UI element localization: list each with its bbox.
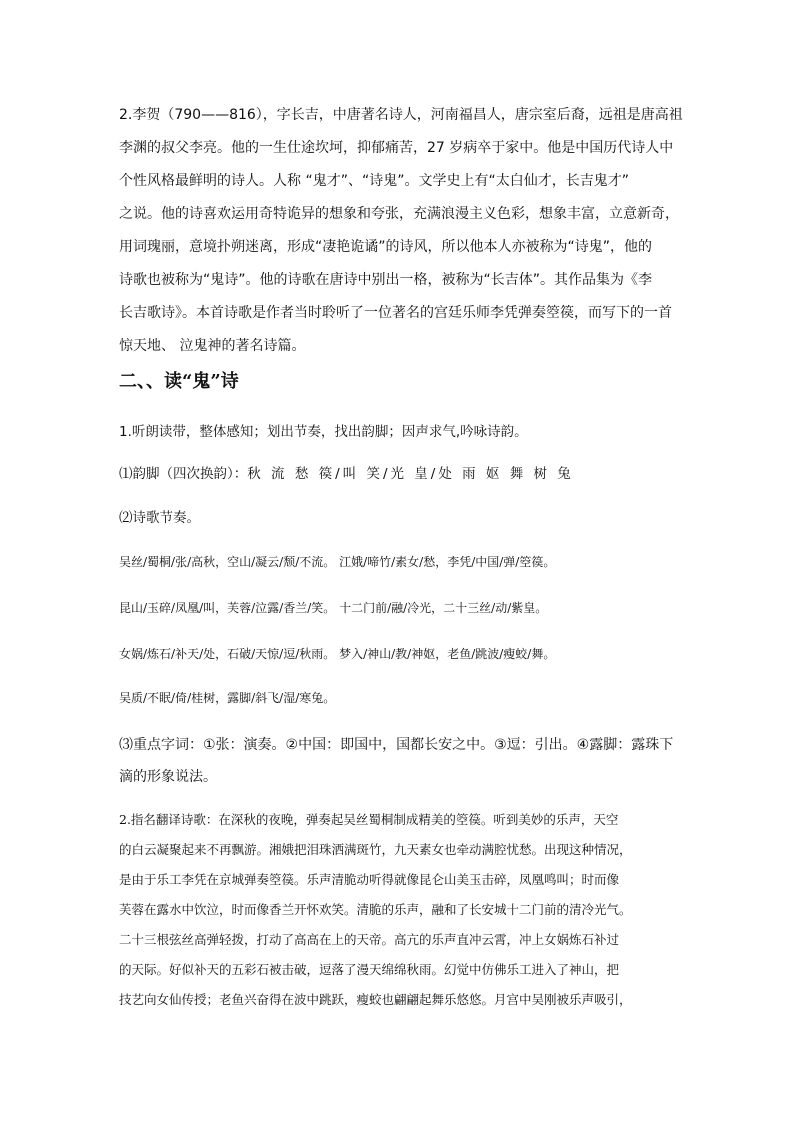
rhyme-words: 秋 流 愁 篌/叫 笑/光 皇/处 雨 妪 舞 树 兔 [247,466,574,482]
section-heading: 二、、读“鬼”诗 [119,371,239,392]
rhythm-line: 昆山/玉碎/凤凰/叫，芙蓉/泣露/香兰/笑。 十二门前/融/冷光，二十三丝/动/紫皇。 [119,601,548,615]
intro-line: 用词瑰丽，意境扑朔迷离，形成“凄艳诡谲”的诗风，所以他本人亦被称为“诗鬼”，他的 [119,239,653,255]
translation-line: 二十三根弦丝高弹轻拨，打动了高高在上的天帝。高亢的乐声直冲云霄，冲上女娲炼石补过 [119,932,620,947]
rhythm-line: 吴丝/蜀桐/张/高秋，空山/凝云/颓/不流。 江娥/啼竹/素女/愁，李凭/中国/弹/箜篌。 [119,555,556,569]
intro-line: 长吉歌诗》。本首诗歌是作者当时聆听了一位著名的宫廷乐师李凭弹奏箜篌，而写下的一首 [119,305,672,321]
translation-line: 芙蓉在露水中饮泣，时而像香兰开怀欢笑。清脆的乐声，融和了长安城十二门前的清冷光气。 [119,902,632,917]
translation-paragraph [119,805,681,1015]
rhythm-heading: ⑵诗歌节奏。 [119,510,200,526]
reading-step-1: 1.听朗读带，整体感知；划出节奏，找出韵脚；因声求气,吟咏诗韵。 [119,424,528,440]
translation-line: 的白云凝聚起来不再飘游。湘娥把泪珠洒满斑竹，九天素女也牵动满腔忧愁。出现这种情况， [119,842,632,857]
translation-line: 2.指名翻译诗歌：在深秋的夜晚，弹奏起吴丝蜀桐制成精美的箜篌。听到美妙的乐声，天空 [119,812,619,827]
intro-line: 个性风格最鲜明的诗人。人称 “鬼才”、“诗鬼”。文学史上有“太白仙才，长吉鬼才” [119,173,629,189]
intro-line: 李渊的叔父李亮。他的一生仕途坎坷，抑郁痛苦，27 岁病卒于家中。他是中国历代诗人中 [119,140,674,156]
rhyme-line [119,463,574,485]
rhyme-label: ⑴韵脚（四次换韵）： [119,466,248,482]
rhythm-line: 女娲/炼石/补天/处，石破/天惊/逗/秋雨。 梦入/神山/教/神妪，老鱼/跳波/瘦蛟/舞。 [119,647,556,661]
intro-line: 之说。他的诗喜欢运用奇特诡异的想象和夸张，充满浪漫主义色彩，想象丰富，立意新奇， [119,206,679,222]
intro-line: 诗歌也被称为“鬼诗”。他的诗歌在唐诗中别出一格，被称为“长吉体”。其作品集为《李 [119,272,653,288]
keywords-paragraph [119,729,681,793]
translation-line: 的天际。好似补天的五彩石被击破，逗落了漫天绵绵秋雨。幻觉中仿佛乐工进入了神山，把 [119,962,620,977]
author-intro-paragraph [119,99,681,363]
translation-line: 技艺向女仙传授；老鱼兴奋得在波中跳跃，瘦蛟也翩翩起舞乐悠悠。月宫中吴刚被乐声吸引， [119,992,632,1007]
rhythm-line: 吴质/不眠/倚/桂树，露脚/斜飞/湿/寒兔。 [119,691,336,705]
intro-line: 惊天地、 泣鬼神的著名诗篇。 [119,338,306,354]
intro-line: 2.李贺（790——816），字长吉，中唐著名诗人，河南福昌人，唐宗室后裔，远祖是唐高祖 [119,107,683,123]
keywords-line: ⑶重点字词：①张：演奏。②中国：即国中，国都长安之中。③逗：引出。④露脚：露珠下 [119,737,674,753]
translation-line: 是由于乐工李凭在京城弹奏箜篌。乐声清脆动听得就像昆仑山美玉击碎，凤凰鸣叫；时而像 [119,872,620,887]
keywords-line: 滴的形象说法。 [119,769,217,785]
